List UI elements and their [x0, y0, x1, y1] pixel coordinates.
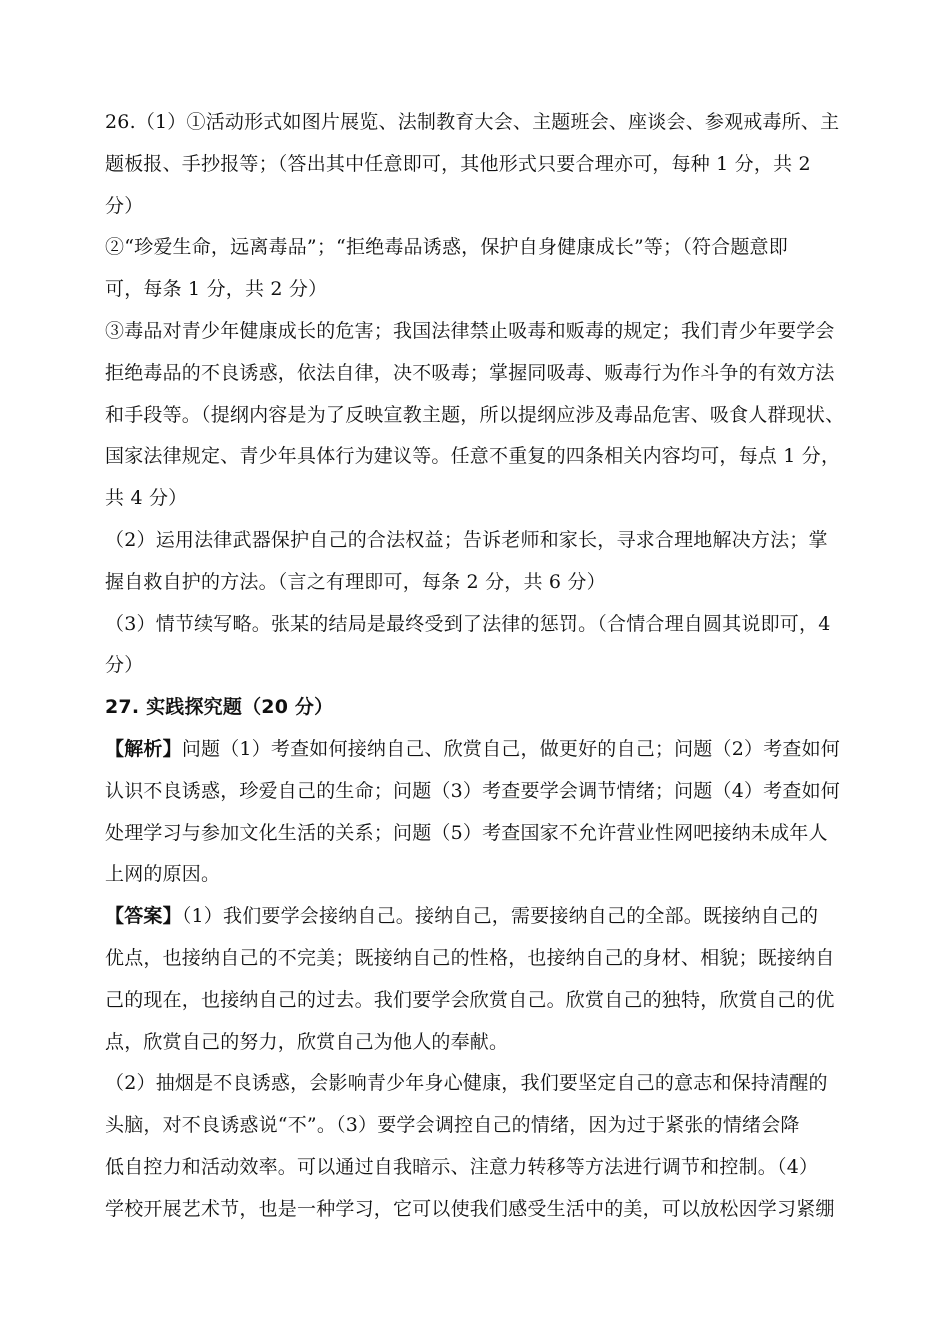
q27-answer-line-5: （2）抽烟是不良诱惑，会影响青少年身心健康，我们要坚定自己的意志和保持清醒的: [105, 1072, 828, 1095]
q26-line-1: 26.（1）①活动形式如图片展览、法制教育大会、主题班会、座谈会、参观戒毒所、主: [105, 111, 840, 133]
q26-line-13: （3）情节续写略。张某的结局是最终受到了法律的惩罚。（合情合理自圆其说即可，4: [105, 612, 831, 635]
q26-line-9: 国家法律规定、青少年具体行为建议等。任意不重复的四条相关内容均可，每点 1 分，: [105, 445, 841, 468]
q26-line-6: ③毒品对青少年健康成长的危害；我国法律禁止吸毒和贩毒的规定；我们青少年要学会: [105, 319, 835, 342]
q26-line-10: 共 4 分）: [105, 487, 188, 510]
q27-analysis-line-4: 上网的原因。: [105, 863, 221, 886]
q27-answer-line-2: 优点，也接纳自己的不完美；既接纳自己的性格，也接纳自己的身材、相貌；既接纳自: [105, 946, 835, 969]
q26-line-5: 可，每条 1 分，共 2 分）: [105, 278, 328, 301]
answer-text: （1）我们要学会接纳自己。接纳自己，需要接纳自己的全部。既接纳自己的: [181, 905, 819, 928]
q26-line-3: 分）: [105, 194, 144, 217]
q26-line-7: 拒绝毒品的不良诱惑，依法自律，决不吸毒；掌握同吸毒、贩毒行为作斗争的有效方法: [105, 361, 835, 384]
analysis-text: 问题（1）考查如何接纳自己、欣赏自己，做更好的自己；问题（2）考查如何: [181, 737, 840, 760]
q26-line-4: ②“珍爱生命，远离毒品”；“拒绝毒品诱惑，保护自身健康成长”等；（符合题意即: [105, 236, 788, 259]
q27-analysis-line-3: 处理学习与参加文化生活的关系；问题（5）考查国家不允许营业性网吧接纳未成年人: [105, 821, 828, 844]
analysis-tag: 【解析】: [105, 737, 182, 760]
q27-answer-line-1: [105, 896, 850, 938]
q26-line-12: 握自救自护的方法。（言之有理即可，每条 2 分，共 6 分）: [105, 570, 606, 593]
q27-heading: 27. 实践探究题（20 分）: [105, 696, 334, 719]
q27-analysis-line-2: 认识不良诱惑，珍爱自己的生命；问题（3）考查要学会调节情绪；问题（4）考查如何: [105, 779, 840, 802]
answer-tag: 【答案】: [105, 905, 182, 928]
q27-answer-line-8: 学校开展艺术节，也是一种学习，它可以使我们感受生活中的美，可以放松因学习紧绷: [105, 1197, 835, 1220]
q27-answer-line-4: 点，欣赏自己的努力，欣赏自己为他人的奉献。: [105, 1030, 509, 1053]
q27-answer-line-6: 头脑，对不良诱惑说“不”。（3）要学会调控自己的情绪，因为过于紧张的情绪会降: [105, 1114, 800, 1137]
q27-analysis-line-1: [105, 729, 850, 771]
document-page: [105, 102, 850, 1231]
q27-answer-line-3: 己的现在，也接纳自己的过去。我们要学会欣赏自己。欣赏自己的独特，欣赏自己的优: [105, 988, 835, 1011]
q27-answer-line-7: 低自控力和活动效率。可以通过自我暗示、注意力转移等方法进行调节和控制。（4）: [105, 1155, 819, 1178]
q26-line-11: （2）运用法律武器保护自己的合法权益；告诉老师和家长，寻求合理地解决方法；掌: [105, 528, 828, 551]
q26-line-14: 分）: [105, 654, 144, 677]
q26-line-8: 和手段等。（提纲内容是为了反映宣教主题，所以提纲应涉及毒品危害、吸食人群现状、: [105, 403, 845, 426]
q26-line-2: 题板报、手抄报等；（答出其中任意即可，其他形式只要合理亦可，每种 1 分，共 2: [105, 152, 811, 175]
